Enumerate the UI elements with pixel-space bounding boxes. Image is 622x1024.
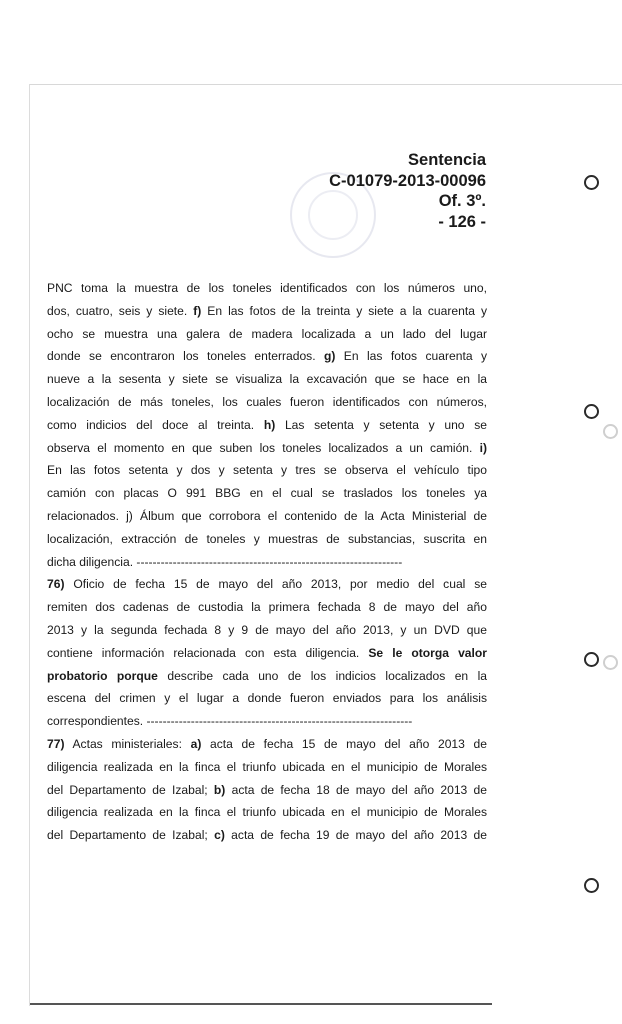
text-line — [47, 551, 487, 574]
bold-text-span: h) — [263, 417, 276, 432]
text-line — [47, 437, 487, 460]
document-header — [329, 150, 486, 232]
text-line — [47, 710, 487, 733]
page-number: - 126 - — [438, 212, 486, 231]
text-span: En las fotos de la treinta y siete a la cuarenta y — [201, 303, 487, 318]
text-line — [47, 528, 487, 551]
bold-text-span: i) — [479, 440, 487, 455]
text-line — [47, 596, 487, 619]
text-span: En las fotos cuarenta y — [335, 349, 487, 364]
text-span: relacionados. j) Álbum que corrobora el contenido de la Acta Ministerial de — [47, 508, 487, 523]
text-span: Oficio de fecha 15 de mayo del año 2013, por medio del cual se — [64, 577, 487, 592]
text-line — [47, 756, 487, 779]
punch-hole-icon — [584, 175, 599, 190]
text-line — [47, 642, 487, 665]
punch-hole-icon — [603, 655, 618, 670]
text-line — [47, 414, 487, 437]
case-number: C-01079-2013-00096 — [329, 171, 486, 190]
text-line — [47, 368, 487, 391]
text-span: nueve a la sesenta y siete se visualiza la excavación que se hace en la — [47, 372, 487, 387]
bold-text-span: Se le otorga valor — [368, 645, 487, 660]
bold-text-span: probatorio porque — [47, 668, 158, 683]
text-span: camión con placas O 991 BBG en el cual se traslados los toneles ya — [47, 486, 487, 501]
text-span: Actas ministeriales: — [64, 736, 191, 751]
page-left-edge — [29, 84, 30, 1006]
text-span: localización, extracción de toneles y muestras de substancias, suscrita en — [47, 531, 487, 546]
text-line — [47, 665, 487, 688]
text-line — [47, 300, 487, 323]
text-span: diligencia realizada en la finca el triunfo ubicada en el municipio de Morales — [47, 759, 487, 774]
text-span: Las setenta y setenta y uno se — [275, 417, 487, 432]
text-span: PNC toma la muestra de los toneles identificados con los números uno, — [47, 281, 487, 295]
bold-text-span: b) — [213, 782, 226, 797]
text-line — [47, 505, 487, 528]
text-span: remiten dos cadenas de custodia la primera fechada 8 de mayo del año — [47, 600, 487, 615]
text-line — [47, 824, 487, 847]
text-span: del Departamento de Izabal; — [47, 782, 214, 797]
text-line — [47, 779, 487, 802]
text-line — [47, 482, 487, 505]
text-span: dicha diligencia. ------------------------------------------------------------------ — [47, 554, 403, 569]
text-span: 2013 y la segunda fechada 8 y 9 de mayo del año 2013, y un DVD que — [47, 622, 487, 637]
text-span: observa el momento en que suben los toneles localizados a un camión. — [47, 440, 480, 455]
text-span: escena del crimen y el lugar a donde fueron enviados para los análisis — [47, 691, 487, 706]
document-body — [47, 277, 487, 847]
bold-text-span: 77) — [47, 736, 65, 751]
text-span: acta de fecha 19 de mayo del año 2013 de — [224, 828, 487, 843]
text-line — [47, 391, 487, 414]
text-line — [47, 345, 487, 368]
text-span: localización de más toneles, los cuales fueron identificados con números, — [47, 394, 487, 409]
text-line — [47, 801, 487, 824]
text-span: del Departamento de Izabal; — [47, 828, 215, 843]
punch-hole-icon — [584, 878, 599, 893]
punch-hole-icon — [584, 404, 599, 419]
text-span: donde se encontraron los toneles enterrados. — [47, 349, 324, 364]
text-span: contiene información relacionada con esta diligencia. — [47, 645, 369, 660]
text-line — [47, 573, 487, 596]
text-span: describe cada uno de los indicios localizados en la — [157, 668, 488, 683]
bold-text-span: c) — [214, 828, 225, 843]
text-span: correspondientes. ------------------------------------------------------------------ — [47, 714, 413, 729]
punch-hole-icon — [584, 652, 599, 667]
office-number: Of. 3º. — [438, 192, 486, 210]
text-line — [47, 687, 487, 710]
text-span: acta de fecha 15 de mayo del año 2013 de — [201, 736, 487, 751]
bold-text-span: f) — [193, 303, 202, 318]
text-line — [47, 323, 487, 346]
text-span: ocho se muestra una galera de madera localizada a un lado del lugar — [47, 326, 487, 341]
text-span: como indicios del doce al treinta. — [47, 417, 264, 432]
text-line — [47, 277, 487, 300]
text-line — [47, 733, 487, 756]
text-span: acta de fecha 18 de mayo del año 2013 de — [225, 782, 487, 797]
text-span: En las fotos setenta y dos y setenta y tres se observa el vehículo tipo — [47, 463, 487, 478]
document-title: Sentencia — [408, 151, 486, 169]
bold-text-span: 76) — [47, 577, 65, 592]
text-line — [47, 619, 487, 642]
bold-text-span: g) — [323, 349, 336, 364]
text-line — [47, 459, 487, 482]
page-top-edge — [30, 84, 622, 85]
bold-text-span: a) — [190, 736, 202, 751]
text-span: diligencia realizada en la finca el triunfo ubicada en el municipio de Morales — [47, 805, 487, 820]
text-span: dos, cuatro, seis y siete. — [47, 303, 194, 318]
page-bottom-edge — [30, 1003, 492, 1005]
punch-hole-icon — [603, 424, 618, 439]
